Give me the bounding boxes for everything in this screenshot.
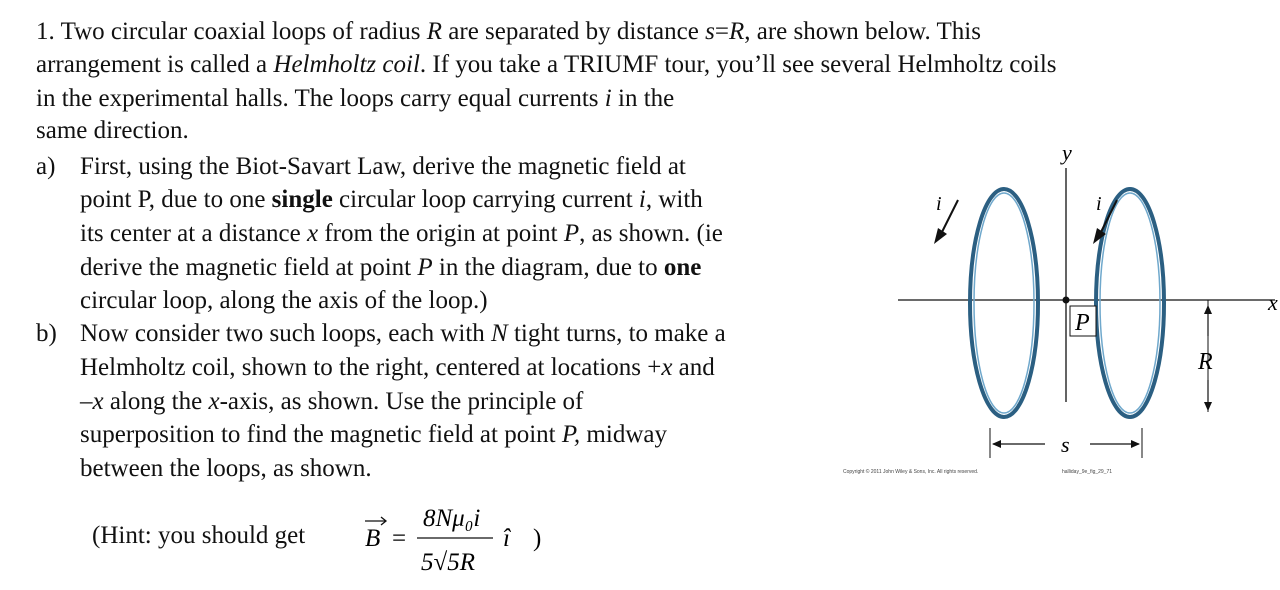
formula-lhs: B	[365, 525, 381, 552]
figure-id-text: halliday_9e_fig_29_71	[1062, 469, 1113, 475]
var-x: x	[306, 220, 319, 247]
bold-text: one	[663, 254, 702, 281]
formula-close: )	[533, 525, 542, 552]
problem-number: 1.	[36, 18, 55, 45]
current-label-right: i	[1096, 193, 1102, 215]
current-label-left: i	[936, 193, 942, 215]
intro-text: , are shown below. This	[744, 18, 981, 45]
intro-text: Two circular coaxial loops of radius	[60, 18, 427, 45]
left-loop	[970, 189, 1038, 417]
var-i: i	[604, 85, 612, 112]
text: Helmholtz coil, shown to the right, centered at locations +	[80, 354, 662, 381]
point-P-label: P	[1075, 310, 1090, 336]
part-b-line-5: between the loops, as shown.	[80, 455, 372, 482]
formula-numerator: 8Nμ₀i	[423, 505, 481, 532]
intro-text: . If you take a TRIUMF tour, you’ll see several Helmholtz coils	[419, 51, 1057, 78]
part-a-line-4	[80, 252, 701, 284]
s-label: s	[1061, 432, 1070, 457]
formula-equals: =	[392, 525, 407, 552]
part-a-line-1: First, using the Biot-Savart Law, derive the magnetic field at	[80, 153, 686, 180]
formula-unit-vector: î	[503, 525, 510, 552]
current-arrow-left-line	[940, 200, 958, 236]
intro-line-2	[36, 49, 1057, 81]
part-a-line-3	[80, 218, 723, 250]
x-axis-label: x	[1268, 290, 1278, 315]
text: derive the magnetic field at point	[80, 254, 418, 281]
text: along the	[103, 388, 209, 415]
part-b-line-3	[80, 386, 583, 418]
text: and	[672, 354, 715, 381]
var-P: P	[563, 220, 580, 247]
term-helmholtz: Helmholtz coil	[273, 51, 420, 78]
intro-line-1	[36, 16, 981, 48]
part-b-line-2	[80, 352, 715, 384]
var-N: N	[491, 320, 508, 347]
y-axis-label: y	[1062, 140, 1072, 165]
text: tight turns, to make a	[507, 320, 726, 347]
left-loop-highlight	[974, 193, 1034, 413]
hint-prefix: (Hint: you should get	[92, 522, 306, 549]
formula-denominator: 5√5R	[421, 549, 475, 576]
var-R: R	[426, 18, 443, 45]
intro-text: are separated by distance	[442, 18, 706, 45]
var-s: s	[705, 18, 715, 45]
text: Now consider two such loops, each with	[80, 320, 492, 347]
hint	[92, 520, 305, 552]
var-x: x	[92, 388, 104, 415]
intro-text: in the	[611, 85, 675, 112]
part-b-line-1	[80, 318, 726, 350]
part-a-label: a)	[36, 153, 56, 180]
part-b-line-4	[80, 419, 667, 451]
intro-line-4: same direction.	[36, 117, 189, 144]
text: from the origin at point	[318, 220, 564, 247]
intro-text: arrangement is called a	[36, 51, 274, 78]
bold-text: single	[271, 186, 333, 213]
text: midway	[580, 421, 667, 448]
text: , as shown. (ie	[579, 220, 723, 247]
intro-text: in the experimental halls. The loops carry equal currents	[36, 85, 605, 112]
var-x: x	[661, 354, 673, 381]
hint-formula	[355, 496, 555, 580]
intro-line-3	[36, 83, 674, 115]
text: point P, due to one	[80, 186, 272, 213]
text: superposition to find the magnetic field at point	[80, 421, 562, 448]
text: –	[80, 388, 93, 415]
text: , with	[645, 186, 703, 213]
current-arrow-left-head	[934, 228, 947, 244]
part-b-label: b)	[36, 320, 57, 347]
text: in the diagram, due to	[432, 254, 664, 281]
helmholtz-diagram	[840, 140, 1280, 485]
text: -axis, as shown. Use the principle of	[219, 388, 584, 415]
point-P-dot	[1063, 297, 1070, 304]
text: its center at a distance	[80, 220, 307, 247]
copyright-text: Copyright © 2011 John Wiley & Sons, Inc. All rights reserved.	[843, 469, 979, 475]
var-x: x	[208, 388, 220, 415]
var-i: i	[638, 186, 646, 213]
part-a-line-5: circular loop, along the axis of the loop.)	[80, 287, 488, 314]
R-label: R	[1198, 349, 1213, 375]
part-a-line-2	[80, 184, 703, 216]
right-loop-highlight	[1100, 193, 1160, 413]
var-P: P,	[561, 421, 581, 448]
intro-text: =	[714, 18, 729, 45]
var-R: R	[728, 18, 745, 45]
text: circular loop carrying current	[332, 186, 639, 213]
var-P: P	[417, 254, 433, 281]
